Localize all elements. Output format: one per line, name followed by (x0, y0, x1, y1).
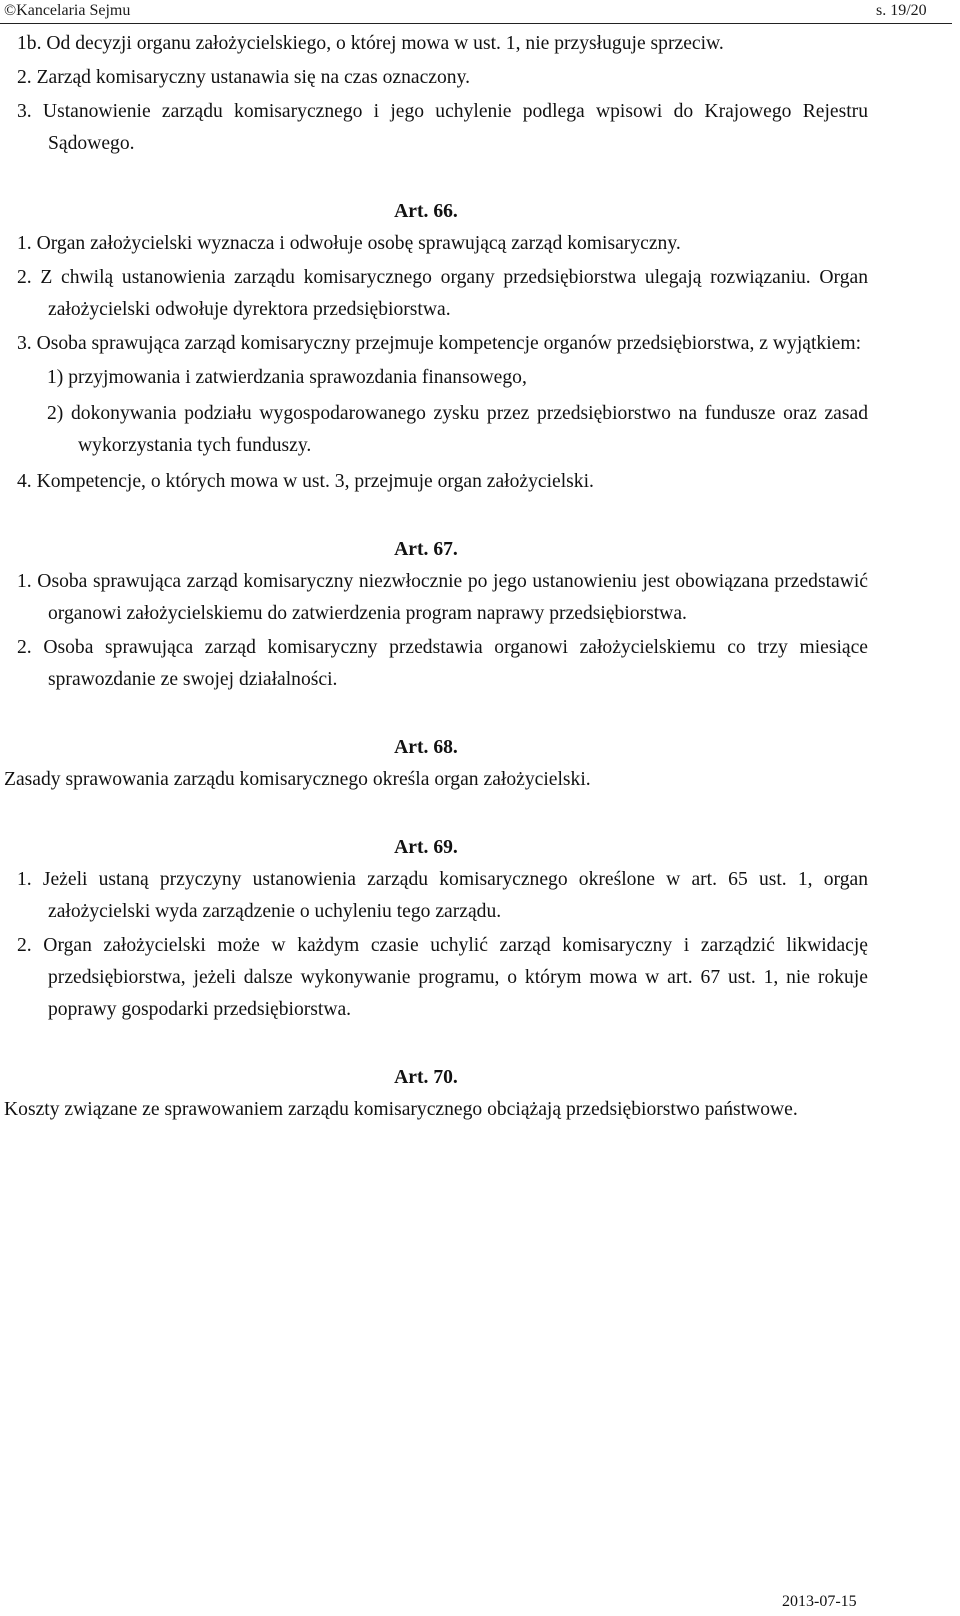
paragraph-3: 3. Ustanowienie zarządu komisarycznego i jego uchylenie podlega wpisowi do Krajowego Rejestru Sądowego. (17, 101, 868, 154)
footer-date: 2013-07-15 (782, 1593, 857, 1610)
art66-paragraph-3: 3. Osoba sprawująca zarząd komisaryczny przejmuje kompetencje organów przedsiębiorstwa, z wyjątkiem: (17, 333, 862, 354)
article-67-title: Art. 67. (394, 539, 458, 560)
art69-paragraph-1: 1. Jeżeli ustaną przyczyny ustanowienia zarządu komisarycznego określone w art. 65 ust. 1, organ założycielski wyda zarządzenie o uchyleniu tego zarządu. (17, 869, 868, 922)
article-66-title: Art. 66. (394, 201, 458, 222)
article-70-title: Art. 70. (394, 1067, 458, 1088)
art68-text: Zasady sprawowania zarządu komisarycznego określa organ założycielski. (4, 769, 591, 790)
art66-paragraph-2: 2. Z chwilą ustanowienia zarządu komisarycznego organy przedsiębiorstwa ulegają rozwiązaniu. Organ założycielski odwołuje dyrektora przedsiębiorstwa. (17, 267, 868, 320)
header-rule (0, 23, 952, 24)
header-publisher: ©Kancelaria Sejmu (4, 2, 131, 19)
art66-paragraph-4: 4. Kompetencje, o których mowa w ust. 3, przejmuje organ założycielski. (17, 471, 594, 492)
art67-paragraph-1: 1. Osoba sprawująca zarząd komisaryczny niezwłocznie po jego ustanowieniu jest obowiązana przedstawić organowi założycielskiemu do zatwierdzenia program naprawy przedsiębiorstwa. (17, 571, 868, 624)
art70-text: Koszty związane ze sprawowaniem zarządu komisarycznego obciążają przedsiębiorstwo państwowe. (4, 1099, 798, 1120)
art66-paragraph-1: 1. Organ założycielski wyznacza i odwołuje osobę sprawującą zarząd komisaryczny. (17, 233, 681, 254)
art66-item-1: 1) przyjmowania i zatwierdzania sprawozdania finansowego, (47, 367, 527, 388)
art66-item-2: 2) dokonywania podziału wygospodarowanego zysku przez przedsiębiorstwo na fundusze oraz zasad wykorzystania tych funduszy. (47, 403, 868, 456)
document-body (0, 28, 960, 1128)
art69-paragraph-2: 2. Organ założycielski może w każdym czasie uchylić zarząd komisaryczny i zarządzić likwidację przedsiębiorstwa, jeżeli dalsze wykonywanie programu, o którym mowa w art. 67 ust. 1, nie rokuje poprawy gospodarki przedsiębiorstwa. (17, 935, 868, 1020)
header-page-number: s. 19/20 (876, 2, 927, 19)
paragraph-2: 2. Zarząd komisaryczny ustanawia się na czas oznaczony. (17, 67, 470, 88)
article-69-title: Art. 69. (394, 837, 458, 858)
paragraph-1b: 1b. Od decyzji organu założycielskiego, o której mowa w ust. 1, nie przysługuje sprzeciw. (17, 33, 724, 54)
art67-paragraph-2: 2. Osoba sprawująca zarząd komisaryczny przedstawia organowi założycielskiemu co trzy miesiące sprawozdanie ze swojej działalności. (17, 637, 868, 690)
article-68-title: Art. 68. (394, 737, 458, 758)
